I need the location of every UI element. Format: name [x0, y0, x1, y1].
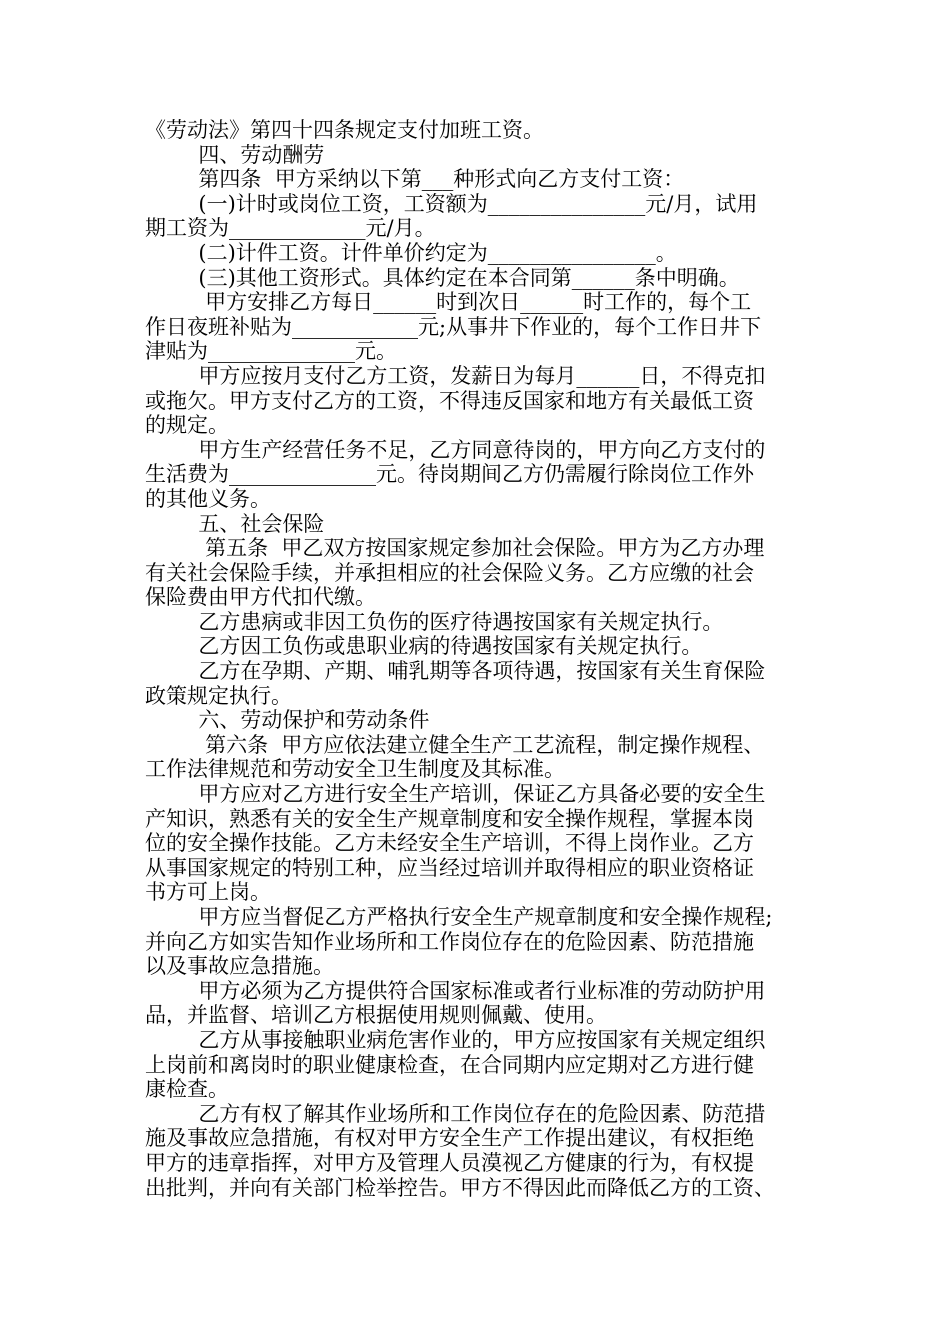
text-line: 期工资为_____________元/月。	[145, 216, 436, 241]
text-line: (二)计件工资。计件单价约定为________________。	[145, 240, 677, 265]
text-line: 品，并监督、培训乙方根据使用规则佩戴、使用。	[145, 1003, 607, 1028]
text-line: 津贴为______________元。	[145, 339, 397, 364]
text-line: 的其他义务。	[145, 486, 271, 511]
text-line: 生活费为______________元。待岗期间乙方仍需履行除岗位工作外	[145, 462, 754, 487]
text-line: (一)计时或岗位工资，工资额为_______________元/月，试用	[145, 191, 758, 216]
text-line: 或拖欠。甲方支付乙方的工资，不得违反国家和地方有关最低工资	[145, 388, 754, 413]
text-line: 甲方应按月支付乙方工资，发薪日为每月______日，不得克扣	[145, 363, 766, 388]
text-line: 第五条 甲乙双方按国家规定参加社会保险。甲方为乙方办理	[145, 536, 765, 561]
text-line: 甲方生产经营任务不足，乙方同意待岗的，甲方向乙方支付的	[145, 437, 766, 462]
text-line: 从事国家规定的特别工种，应当经过培训并取得相应的职业资格证	[145, 855, 754, 880]
section-heading-5: 五、社会保险	[145, 511, 325, 536]
text-line: 乙方患病或非因工负伤的医疗待遇按国家有关规定执行。	[145, 609, 724, 634]
text-line: 甲方必须为乙方提供符合国家标准或者行业标准的劳动防护用	[145, 978, 766, 1003]
text-line: 乙方有权了解其作业场所和工作岗位存在的危险因素、防范措	[145, 1101, 766, 1126]
text-line: 作日夜班补贴为____________元;从事井下作业的，每个工作日井下	[145, 314, 762, 339]
text-line: 位的安全操作技能。乙方未经安全生产培训，不得上岗作业。乙方	[145, 831, 754, 856]
text-line: 乙方从事接触职业病危害作业的，甲方应按国家有关规定组织	[145, 1027, 766, 1052]
text-line: 政策规定执行。	[145, 683, 292, 708]
text-line: 书方可上岗。	[145, 880, 271, 905]
text-line: 乙方在孕期、产期、哺乳期等各项待遇，按国家有关生育保险	[145, 659, 766, 684]
text-line: 保险费由甲方代扣代缴。	[145, 585, 376, 610]
text-line: 甲方的违章指挥，对甲方及管理人员漠视乙方健康的行为，有权提	[145, 1150, 754, 1175]
text-line: 并向乙方如实告知作业场所和工作岗位存在的危险因素、防范措施	[145, 929, 754, 954]
text-line: 乙方因工负伤或患职业病的待遇按国家有关规定执行。	[145, 634, 703, 659]
text-line: 产知识，熟悉有关的安全生产规章制度和安全操作规程，掌握本岗	[145, 806, 754, 831]
text-line: 以及事故应急措施。	[145, 954, 334, 979]
text-line: 第四条 甲方采纳以下第___种形式向乙方支付工资：	[145, 167, 685, 192]
text-line: 甲方应当督促乙方严格执行安全生产规章制度和安全操作规程;	[145, 905, 773, 929]
text-line: 出批判，并向有关部门检举控告。甲方不得因此而降低乙方的工资、	[145, 1175, 775, 1200]
text-line: 《劳动法》第四十四条规定支付加班工资。	[145, 118, 544, 142]
text-line: 第六条 甲方应依法建立健全生产工艺流程，制定操作规程、	[145, 732, 765, 757]
text-line: 甲方应对乙方进行安全生产培训，保证乙方具备必要的安全生	[145, 782, 766, 807]
text-line: 康检查。	[145, 1077, 229, 1102]
text-line: 甲方安排乙方每日______时到次日______时工作的，每个工	[145, 290, 752, 315]
text-line: (三)其他工资形式。具体约定在本合同第______条中明确。	[145, 265, 740, 290]
text-line: 有关社会保险手续，并承担相应的社会保险义务。乙方应缴的社会	[145, 560, 754, 585]
section-heading-4: 四、劳动酬劳	[145, 142, 325, 167]
section-heading-6: 六、劳动保护和劳动条件	[145, 708, 430, 733]
text-line: 工作法律规范和劳动安全卫生制度及其标准。	[145, 757, 565, 782]
text-line: 上岗前和离岗时的职业健康检查，在合同期内应定期对乙方进行健	[145, 1052, 754, 1077]
text-line: 的规定。	[145, 413, 229, 438]
text-line: 施及事故应急措施，有权对甲方安全生产工作提出建议，有权拒绝	[145, 1126, 754, 1151]
document-body	[145, 118, 825, 1200]
